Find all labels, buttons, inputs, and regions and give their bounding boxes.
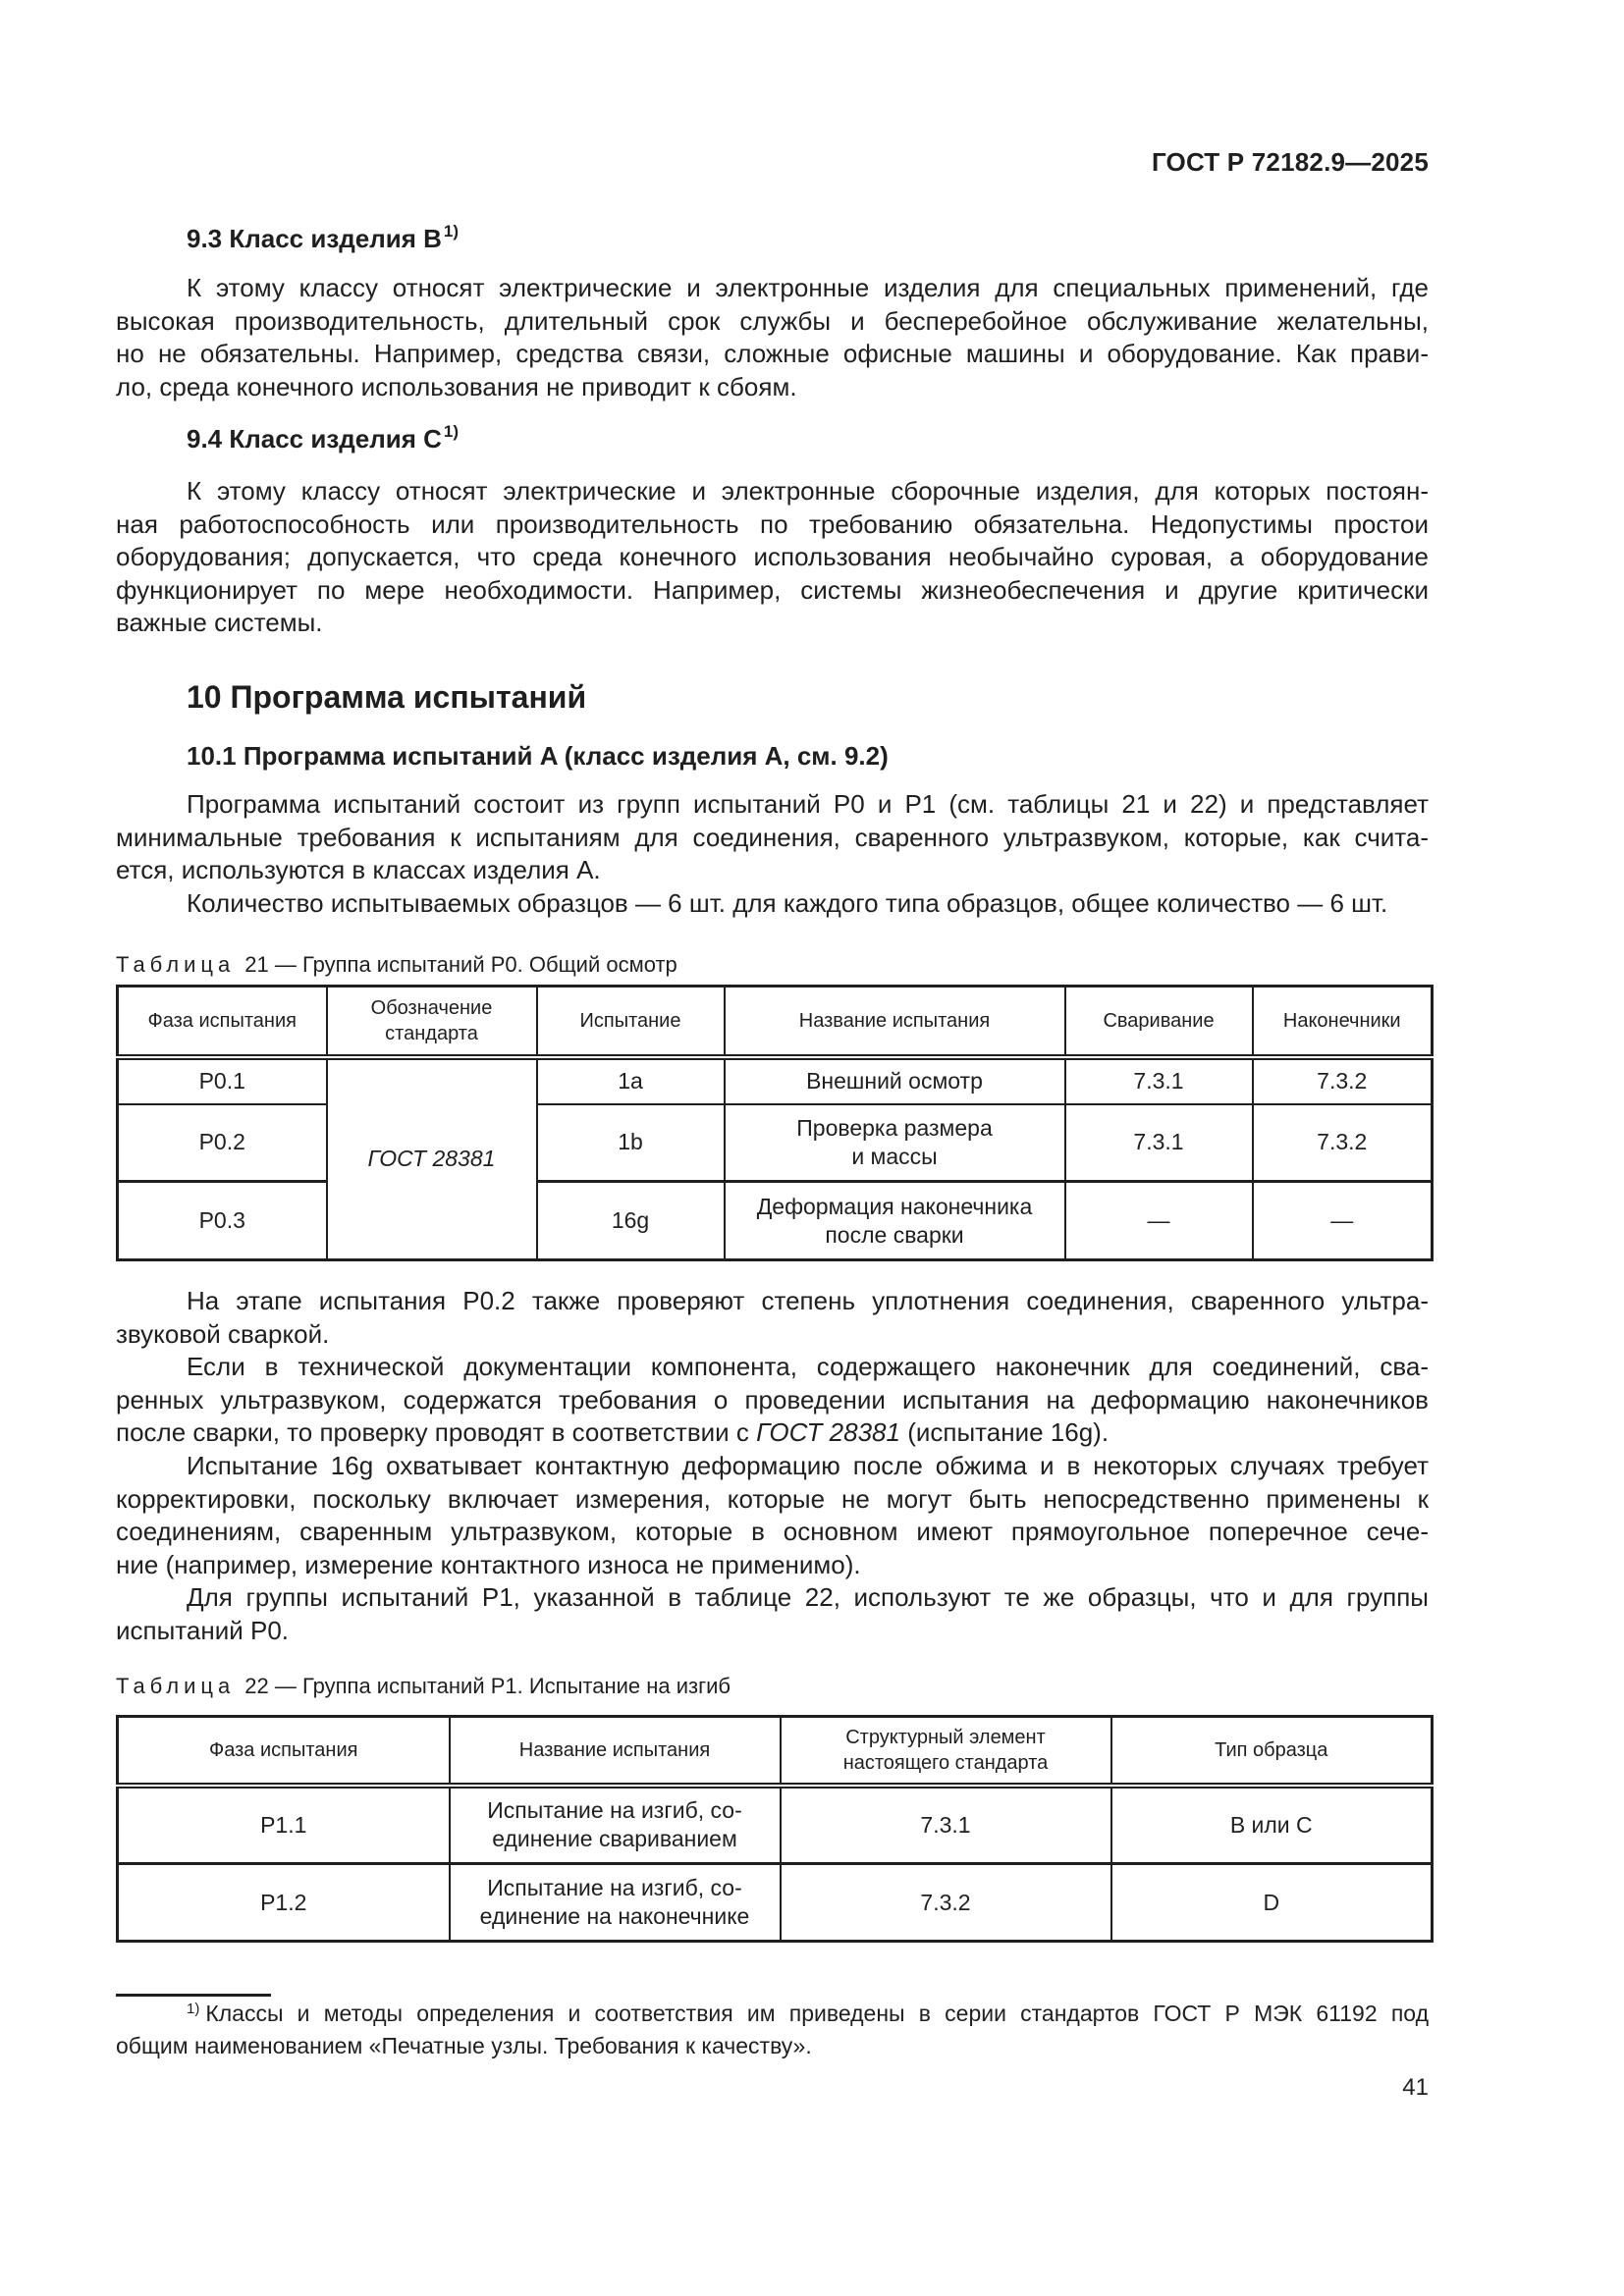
footnote-ref[interactable]: 1)	[443, 422, 460, 441]
text-line: оборудования; допускается, что среда конечного использования необычайно суровая, а оборудование	[116, 542, 1429, 572]
caption-text: 21 — Группа испытаний P0. Общий осмотр	[244, 952, 677, 977]
text-line: функционирует по мере необходимости. Например, системы жизнеобеспечения и другие критически	[116, 574, 1429, 605]
column-header: Название испытания	[450, 1717, 781, 1786]
document-code-header: ГОСТ Р 72182.9—2025	[1151, 147, 1429, 177]
element-cell: 7.3.1	[781, 1786, 1111, 1864]
table-22-caption	[116, 1674, 731, 1699]
text-line: ние (например, измерение контактного износа не применимо).	[116, 1549, 861, 1579]
section-10-heading: 10 Программа испытаний	[187, 679, 587, 715]
test-name-cell: Деформация наконечника после сварки	[725, 1182, 1065, 1260]
sample-type-cell: B или C	[1111, 1786, 1433, 1864]
text-line: важные системы.	[116, 608, 323, 638]
footnote-text: Классы и методы определения и соответствия им приведены в серии стандартов ГОСТ Р МЭК 61192 под	[205, 2001, 1429, 2026]
text-line: К этому классу относят электрические и электронные сборочные изделия, для которых постоян-	[187, 476, 1429, 506]
text-line: высокая производительность, длительный срок службы и бесперебойное обслуживание желательны,	[116, 305, 1429, 336]
text-line: минимальные требования к испытаниям для соединения, сваренного ультразвуком, которые, как счита-	[116, 822, 1429, 852]
text-line: К этому классу относят электрические и электронные изделия для специальных применений, где	[187, 273, 1429, 302]
test-cell: 1a	[537, 1057, 725, 1104]
phase-cell: P0.2	[118, 1104, 327, 1182]
text-line: соединениям, сваренным ультразвуком, которые в основном имеют прямоугольное поперечное сече-	[116, 1517, 1429, 1547]
test-name-cell: Испытание на изгиб, со-единение на наконечнике	[450, 1864, 781, 1942]
test-cell: 1b	[537, 1104, 725, 1182]
footnote-line: общим наименованием «Печатные узлы. Требования к качеству».	[116, 2033, 812, 2058]
caption-text: 22 — Группа испытаний P1. Испытание на изгиб	[244, 1674, 731, 1698]
footnote-separator	[116, 1994, 271, 1997]
test-name-cell: Проверка размера и массы	[725, 1104, 1065, 1182]
text-line: звуковой сваркой.	[116, 1318, 330, 1349]
column-header: Структурный элемент настоящего стандарта	[781, 1717, 1111, 1786]
table-21-caption	[116, 952, 677, 978]
text-line: ется, используются в классах изделия A.	[116, 855, 601, 885]
text-line: Для группы испытаний P1, указанной в таблице 22, используют те же образцы, что и для группы	[187, 1582, 1429, 1613]
table-row	[118, 1057, 1433, 1104]
section-heading-text: 9.4 Класс изделия C	[187, 424, 442, 454]
terminals-cell: 7.3.2	[1253, 1057, 1433, 1104]
text-line	[116, 1416, 1429, 1450]
footnote-line	[116, 1998, 1429, 2030]
text-line: На этапе испытания P0.2 также проверяют степень уплотнения соединения, сваренного ультра-	[187, 1286, 1429, 1315]
footnote-ref[interactable]: 1)	[443, 222, 460, 240]
phase-cell: P1.1	[118, 1786, 450, 1864]
table-22	[116, 1715, 1434, 1943]
test-cell: 16g	[537, 1182, 725, 1260]
column-header: Испытание	[537, 987, 725, 1057]
column-header: Фаза испытания	[118, 1717, 450, 1786]
caption-label: Таблица	[116, 1674, 236, 1698]
section-9-3-heading	[187, 224, 459, 254]
section-10-1-paragraph-1	[116, 788, 1429, 920]
page-number: 41	[1402, 2074, 1429, 2101]
text-line: ная работоспособность или производительность по требованию обязательна. Недопустимы простои	[116, 508, 1429, 539]
column-header: Тип образца	[1111, 1717, 1433, 1786]
phase-cell: P0.3	[118, 1182, 327, 1260]
phase-cell: P1.2	[118, 1864, 450, 1942]
text-line: Если в технической документации компонента, содержащего наконечник для соединений, сва-	[187, 1352, 1429, 1382]
text-line: Количество испытываемых образцов — 6 шт. для каждого типа образцов, общее количество — 6 шт.	[187, 887, 1388, 918]
table-row	[118, 1104, 1433, 1182]
welding-cell: 7.3.1	[1065, 1104, 1253, 1182]
footnote-marker: 1)	[187, 2001, 200, 2017]
section-heading-text: 9.3 Класс изделия B	[187, 224, 442, 253]
text-line: ло, среда конечного использования не приводит к сбоям.	[116, 371, 797, 401]
test-name-cell: Испытание на изгиб, со-единение свариванием	[450, 1786, 781, 1864]
welding-cell: 7.3.1	[1065, 1057, 1253, 1104]
section-10-1-paragraph-3	[116, 1285, 1429, 1648]
text-line: но не обязательны. Например, средства связи, сложные офисные машины и оборудование. Как прави-	[116, 339, 1429, 369]
section-9-4-heading	[187, 424, 459, 454]
text-span: после сварки, то проверку проводят в соответствии с	[116, 1417, 757, 1448]
column-header: Обозначение стандарта	[327, 987, 537, 1057]
phase-cell: P0.1	[118, 1057, 327, 1104]
footnote	[116, 1998, 1429, 2062]
element-cell: 7.3.2	[781, 1864, 1111, 1942]
table-row	[118, 1864, 1433, 1942]
caption-label: Таблица	[116, 952, 236, 977]
column-header: Название испытания	[725, 987, 1065, 1057]
table-row	[118, 1182, 1433, 1260]
table-21	[116, 985, 1434, 1261]
table-row	[118, 1786, 1433, 1864]
terminals-cell: 7.3.2	[1253, 1104, 1433, 1182]
standard-cell: ГОСТ 28381	[327, 1057, 537, 1260]
welding-cell: —	[1065, 1182, 1253, 1260]
text-line: корректировки, поскольку включает измерения, которые не могут быть непосредственно применены к	[116, 1483, 1429, 1514]
text-span: (испытание 16g).	[899, 1417, 1110, 1448]
standard-reference-link[interactable]: ГОСТ 28381	[756, 1417, 900, 1448]
column-header: Сваривание	[1065, 987, 1253, 1057]
section-10-1-heading: 10.1 Программа испытаний A (класс изделия A, см. 9.2)	[187, 741, 889, 771]
text-line: Испытание 16g охватывает контактную деформацию после обжима и в некоторых случаях требует	[187, 1450, 1429, 1480]
terminals-cell: —	[1253, 1182, 1433, 1260]
section-9-3-paragraph	[116, 272, 1429, 403]
test-name-cell: Внешний осмотр	[725, 1057, 1065, 1104]
sample-type-cell: D	[1111, 1864, 1433, 1942]
text-line: ренных ультразвуком, содержатся требования о проведении испытания на деформацию наконечников	[116, 1384, 1429, 1415]
column-header: Фаза испытания	[118, 987, 327, 1057]
text-line: Программа испытаний состоит из групп испытаний P0 и P1 (см. таблицы 21 и 22) и представляет	[187, 789, 1429, 819]
column-header: Наконечники	[1253, 987, 1433, 1057]
section-9-4-paragraph	[116, 475, 1429, 640]
text-line: испытаний P0.	[116, 1615, 290, 1645]
